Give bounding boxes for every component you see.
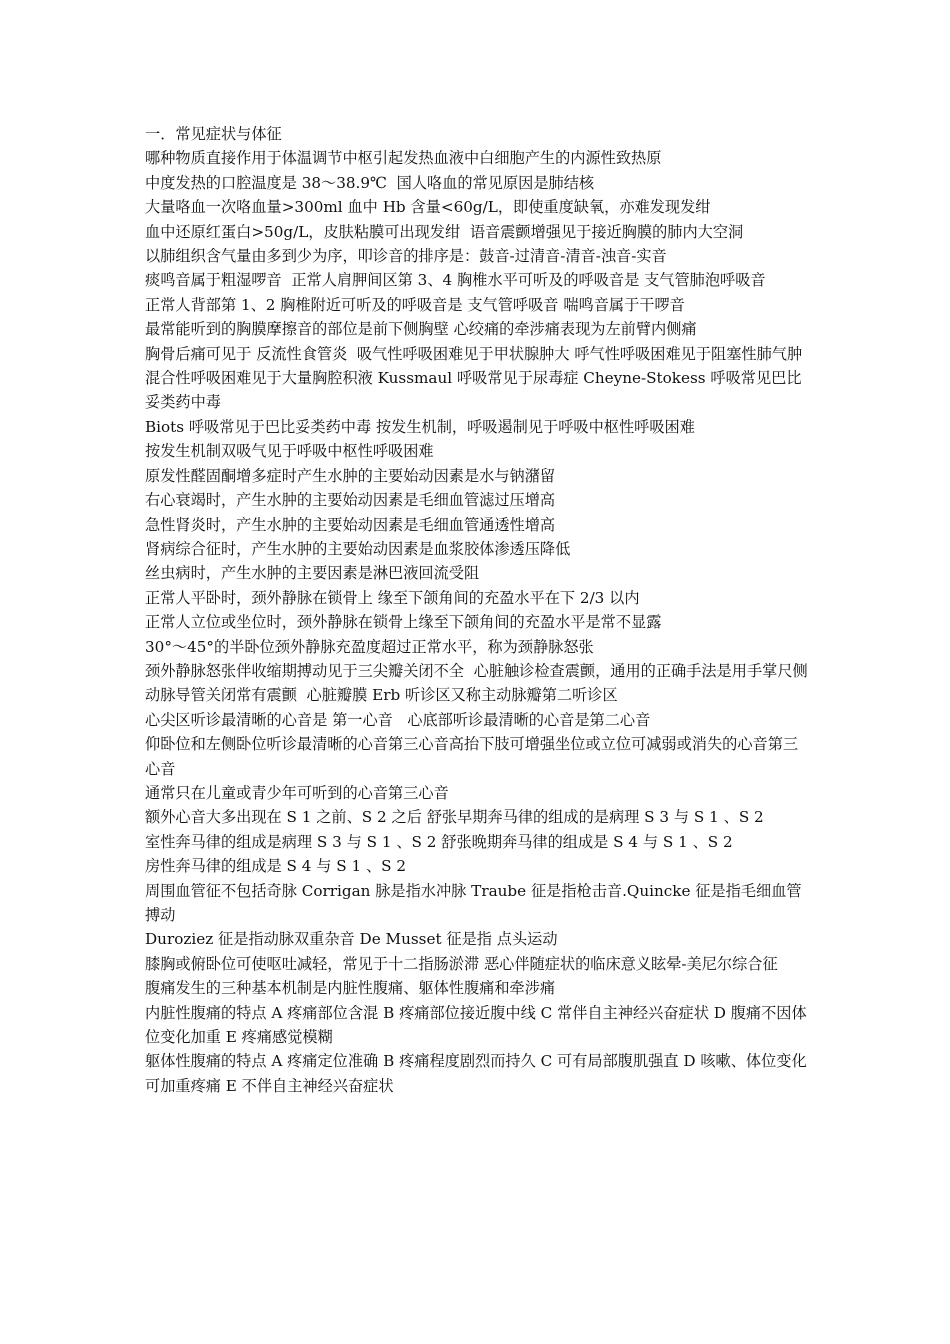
- paragraph: 原发性醛固酮增多症时产生水肿的主要始动因素是水与钠潴留: [145, 466, 556, 485]
- paragraph: 急性肾炎时，产生水肿的主要始动因素是毛细血管通透性增高: [145, 515, 556, 534]
- paragraph: 颈外静脉怒张伴收缩期搏动见于三尖瓣关闭不全 心脏触诊检查震颤，通用的正确手法是用手掌尺侧: [145, 661, 808, 680]
- paragraph: 动脉导管关闭常有震颤 心脏瓣膜 Erb 听诊区又称主动脉瓣第二听诊区: [145, 686, 618, 705]
- paragraph: 心尖区听诊最清晰的心音是 第一心音 心底部听诊最清晰的心音是第二心音: [145, 710, 651, 729]
- paragraph: 躯体性腹痛的特点 A 疼痛定位准确 B 疼痛程度剧烈而持久 C 可有局部腹肌强直 D 咳嗽、体位变化可加重疼痛 E 不伴自主神经兴奋症状: [145, 1052, 807, 1095]
- paragraph: 正常人平卧时，颈外静脉在锁骨上 缘至下颌角间的充盈水平在下 2/3 以内: [145, 588, 640, 607]
- paragraph: Duroziez 征是指动脉双重杂音 De Musset 征是指 点头运动: [145, 930, 558, 949]
- paragraph: 最常能听到的胸膜摩擦音的部位是前下侧胸壁 心绞痛的牵涉痛表现为左前臂内侧痛: [145, 320, 697, 339]
- paragraph: 仰卧位和左侧卧位听诊最清晰的心音第三心音高抬下肢可增强坐位或立位可减弱或消失的心音第三心音: [145, 735, 799, 778]
- paragraph: 血中还原红蛋白>50g/L，皮肤粘膜可出现发绀 语音震颤增强见于接近胸膜的肺内大空洞: [145, 222, 744, 241]
- paragraph: 混合性呼吸困难见于大量胸腔积液 Kussmaul 呼吸常见于尿毒症 Cheyne-Stokess 呼吸常见巴比妥类药中毒: [145, 369, 802, 412]
- paragraph: Biots 呼吸常见于巴比妥类药中毒 按发生机制，呼吸遏制见于呼吸中枢性呼吸困难: [145, 417, 695, 436]
- paragraph: 内脏性腹痛的特点 A 疼痛部位含混 B 疼痛部位接近腹中线 C 常伴自主神经兴奋症状 D 腹痛不因体位变化加重 E 疼痛感觉模糊: [145, 1003, 807, 1047]
- paragraph: 正常人立位或坐位时，颈外静脉在锁骨上缘至下颌角间的充盈水平是常不显露: [145, 613, 662, 632]
- paragraph: 哪种物质直接作用于体温调节中枢引起发热血液中白细胞产生的内源性致热原: [145, 149, 662, 168]
- paragraph: 额外心音大多出现在 S 1 之前、S 2 之后 舒张早期奔马律的组成的是病理 S 3 与 S 1 、S 2: [145, 808, 764, 827]
- paragraph: 痰鸣音属于粗湿啰音 正常人肩胛间区第 3、4 胸椎水平可听及的呼吸音是 支气管肺泡呼吸音: [145, 271, 766, 290]
- paragraph: 通常只在儿童或青少年可听到的心音第三心音: [145, 783, 449, 802]
- paragraph: 周围血管征不包括奇脉 Corrigan 脉是指水冲脉 Traube 征是指枪击音.Quincke 征是指毛细血管搏动: [145, 881, 802, 924]
- paragraph: 房性奔马律的组成是 S 4 与 S 1 、S 2: [145, 857, 407, 876]
- paragraph: 室性奔马律的组成是病理 S 3 与 S 1 、S 2 舒张晚期奔马律的组成是 S 4 与 S 1 、S 2: [145, 832, 733, 851]
- paragraph: 以肺组织含气量由多到少为序，叩诊音的排序是：鼓音-过清音-清音-浊音-实音: [145, 247, 667, 266]
- paragraph: 30°～45°的半卧位颈外静脉充盈度超过正常水平，称为颈静脉怒张: [145, 637, 594, 656]
- paragraph: 大量咯血一次咯血量>300ml 血中 Hb 含量<60g/L，即使重度缺氧，亦难发现发绀: [145, 198, 711, 217]
- paragraph: 丝虫病时，产生水肿的主要因素是淋巴液回流受阻: [145, 564, 480, 583]
- paragraph: 中度发热的口腔温度是 38～38.9℃ 国人咯血的常见原因是肺结核: [145, 173, 595, 192]
- paragraph: 右心衰竭时，产生水肿的主要始动因素是毛细血管滤过压增高: [145, 491, 556, 510]
- paragraph: 正常人背部第 1、2 胸椎附近可听及的呼吸音是 支气管呼吸音 喘鸣音属于干啰音: [145, 295, 685, 314]
- document-body: [145, 122, 813, 1098]
- paragraph: 按发生机制双吸气见于呼吸中枢性呼吸困难: [145, 442, 434, 461]
- paragraph: 肾病综合征时，产生水肿的主要始动因素是血浆胶体渗透压降低: [145, 539, 571, 558]
- section-heading: 一．常见症状与体征: [145, 125, 282, 143]
- paragraph: 胸骨后痛可见于 反流性食管炎 吸气性呼吸困难见于甲状腺肿大 呼气性呼吸困难见于阻塞性肺气肿: [145, 344, 803, 363]
- paragraph: 腹痛发生的三种基本机制是内脏性腹痛、躯体性腹痛和牵涉痛: [145, 979, 556, 998]
- paragraph: 膝胸或俯卧位可使呕吐减轻，常见于十二指肠淤滞 恶心伴随症状的临床意义眩晕-美尼尔综合征: [145, 954, 778, 973]
